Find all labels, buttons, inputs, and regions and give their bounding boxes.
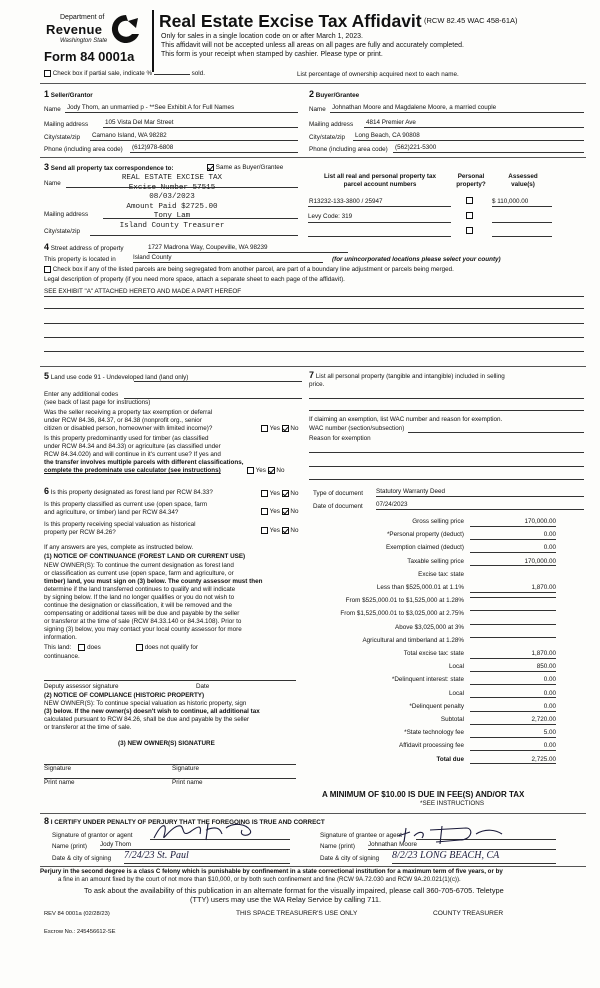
partial-sale-label: Check box if partial sale, indicate %: [52, 70, 153, 78]
calc-value[interactable]: 1,870.00: [470, 584, 556, 593]
seller-city-field[interactable]: Camano Island, WA 98282: [90, 132, 298, 141]
calc-value[interactable]: 0.00: [470, 690, 556, 699]
calc-value[interactable]: 170,000.00: [470, 558, 556, 567]
seller-mail-label: Mailing address: [44, 121, 89, 128]
assessed-value-1[interactable]: $ 110,000.00: [492, 198, 552, 207]
seller-city-label: City/state/zip: [44, 134, 81, 141]
buyer-city-field[interactable]: Long Beach, CA 90808: [353, 132, 584, 141]
calc-value[interactable]: 2,720.00: [470, 716, 556, 725]
historic-question: Is this property receiving special valuation as historical property per RCW 84.26?: [44, 521, 196, 536]
calc-value[interactable]: 2,725.00: [470, 756, 556, 765]
exemption-question: Was the seller receiving a property tax exemption or deferral under RCW 84.36, 84.37, or 84.38 (nonprofit org., senior citizen or disabled person, homeowner with limited income)?: [44, 409, 213, 432]
notice-continuance-body: NEW OWNER(S): To continue the current designation as forest land or classification as current use (open space, farm and agriculture, or timber) land, you must sign on (3) below. The county assessor must then determine if the land transferred continues to qualify and will indicate by signing below. If the land no longer qualifies or you do not wish to continue the designation or classification, it will be removed and the compensating or additional taxes will be due and payable by the seller or transferor at the time of sale (RCW 84.33.140 or 84.34.108). Prior to signing (3) below, you may contact your local county assessor for more information.: [44, 562, 263, 641]
calc-value[interactable]: 0.00: [470, 742, 556, 751]
grantor-date-label: Date & city of signing: [52, 855, 112, 862]
does-not-checkbox[interactable]: [136, 644, 143, 651]
calc-label: From $1,525,000.01 to $3,025,000 at 2.75%: [340, 610, 464, 618]
deputy-date-label: Date: [196, 683, 210, 690]
grantee-date-field[interactable]: 8/2/23 LONG BEACH, CA: [392, 850, 556, 864]
continuance-label: continuance.: [44, 653, 80, 660]
personal-col-heading: Personal property?: [456, 173, 486, 188]
same-as-buyer[interactable]: [207, 164, 283, 172]
doc-type-label: Type of document: [313, 490, 364, 497]
forest-question: 6 Is this property designated as forest land per RCW 84.33?: [44, 486, 213, 496]
assessed-col-heading: Assessed value(s): [508, 173, 538, 188]
same-as-buyer-checkbox[interactable]: [207, 164, 214, 171]
calc-value[interactable]: 0.00: [470, 703, 556, 712]
buyer-name-label: Name: [309, 106, 326, 113]
calc-label: Gross selling price: [412, 518, 464, 525]
doc-date-label: Date of document: [313, 503, 363, 510]
additional-codes-label: Enter any additional codes: [44, 391, 119, 398]
header-note2: This affidavit will not be accepted unless all areas on all pages are fully and accurately completed.: [161, 42, 464, 49]
buyer-name-field[interactable]: Johnathan Moore and Magdalene Moore, a married couple: [330, 104, 584, 113]
calc-label: Total excise tax: state: [403, 650, 464, 657]
calc-label: Exemption claimed (deduct): [385, 544, 464, 552]
calc-value[interactable]: [470, 597, 556, 598]
calc-label: Less than $525,000.01 at 1.1%: [376, 584, 464, 591]
corr-city-label: City/state/zip: [44, 228, 81, 235]
dept-line2: Revenue: [46, 22, 103, 37]
calc-value[interactable]: [470, 624, 556, 625]
grantee-date-label: Date & city of signing: [320, 855, 380, 862]
personal-checkbox-2[interactable]: [466, 212, 473, 220]
grantee-name-label: Name (print): [320, 843, 355, 850]
dept-line1: Department of: [60, 14, 105, 21]
calc-label: Subtotal: [440, 716, 464, 723]
certify-heading: 8 I CERTIFY UNDER PENALTY OF PERJURY THAT THE FOREGOING IS TRUE AND CORRECT: [44, 816, 325, 826]
grantor-sig-label: Signature of grantor or agent: [52, 832, 133, 839]
seller-phone-label: Phone (including area code): [44, 146, 123, 153]
partial-sale-row: [44, 70, 205, 78]
buyer-heading: 2 Buyer/Grantee: [309, 89, 360, 99]
calc-label: *State technology fee: [404, 729, 464, 737]
personal-checkbox-1[interactable]: [466, 197, 473, 205]
calc-label: *Delinquent penalty: [409, 702, 464, 710]
owner-signature-label-2: Signature: [172, 765, 199, 772]
calc-label: Above $3,025,000 at 3%: [395, 623, 464, 631]
street-label: 4 Street address of property: [44, 242, 124, 252]
dept-line3: Washington State: [60, 38, 108, 44]
personal-property-label: 7 List all personal property (tangible and intangible) included in selling price.: [309, 370, 505, 388]
notice-compliance-heading: (2) NOTICE OF COMPLIANCE (HISTORIC PROPERTY): [44, 692, 205, 699]
seller-phone-field[interactable]: (612)978-6808: [130, 144, 298, 153]
grantee-name-field[interactable]: Johnathan Moore: [368, 841, 556, 850]
located-label: This property is located in: [44, 256, 116, 263]
calc-value[interactable]: 850.00: [470, 663, 556, 672]
buyer-phone-label: Phone (including area code): [309, 146, 388, 153]
calc-value[interactable]: 0.00: [470, 676, 556, 685]
county-select[interactable]: Island County: [133, 254, 323, 263]
personal-checkbox-3[interactable]: [466, 227, 473, 235]
owner-signature-label-1: Signature: [44, 765, 71, 772]
owner-print-label-2: Print name: [172, 779, 203, 786]
parcel-number-1[interactable]: R13232-133-3800 / 25947: [308, 198, 451, 207]
grantor-name-field[interactable]: Jody Thom: [100, 841, 290, 850]
if-any-yes: If any answers are yes, complete as instructed below.: [44, 544, 194, 551]
minimum-fee-notice: A MINIMUM OF $10.00 IS DUE IN FEE(S) AND/OR TAX: [322, 790, 525, 799]
grantor-date-field[interactable]: 7/24/23 St. Paul: [124, 850, 290, 864]
calc-label: Taxable selling price: [407, 557, 464, 565]
land-use-code[interactable]: 5 Land use code 91 - Undeveloped land (land only): [44, 371, 189, 381]
accessibility-notice-1: To ask about the availability of this publication in an alternate format for the visually impaired, please call 360-705-6705. Teletype: [84, 886, 504, 895]
notice-compliance-body: NEW OWNER(S): To continue special valuation as historic property, sign (3) below. If the new owner(s) doesn't wish to continue, all additional tax calculated pursuant to RCW 84.26, shall be due and payable by the seller or transferor at the time of sale.: [44, 700, 260, 731]
deputy-signature-label: Deputy assessor signature: [44, 683, 119, 690]
sold-label: sold.: [191, 70, 205, 78]
this-land-row: This land: does: [44, 644, 101, 652]
accessibility-notice-2: (TTY) users may use the WA Relay Service by calling 711.: [190, 895, 381, 904]
perjury-notice-2: a fine in an amount fixed by the court of not more than $10,000, or by both such confinement and fine (RCW 9A.72.030 and RCW 9A.20.021(1)(c)).: [58, 876, 461, 883]
buyer-mail-field[interactable]: 4814 Premier Ave: [364, 119, 584, 128]
historic-yes-no[interactable]: Yes No: [261, 527, 298, 535]
calc-label: From $525,000.01 to $1,525,000 at 1.28%: [345, 597, 464, 605]
partial-percent-field[interactable]: [154, 74, 190, 75]
seller-heading: 1 Seller/Grantor: [44, 89, 93, 99]
correspondence-heading: 3 Send all property tax correspondence to:: [44, 162, 174, 172]
seller-name-label: Name: [44, 106, 61, 113]
county-treasurer-label: COUNTY TREASURER: [433, 910, 504, 917]
legal-description-field[interactable]: SEE EXHIBIT "A" ATTACHED HERETO AND MADE A PART HEREOF: [44, 288, 584, 297]
form-rcw: (RCW 82.45 WAC 458-61A): [424, 16, 518, 25]
new-owner-signature-heading: (3) NEW OWNER(S) SIGNATURE: [118, 740, 215, 747]
open-space-yes-no[interactable]: Yes No: [261, 508, 298, 516]
exemption-yes-no[interactable]: Yes No: [261, 425, 298, 433]
see-back-label: (see back of last page for instructions): [44, 399, 151, 406]
treasurer-stamp: REAL ESTATE EXCISE TAX Excise Number 57515 08/03/2023 Amount Paid $2725.00 Tony Lam Island County Treasurer: [119, 174, 225, 230]
does-checkbox[interactable]: [78, 644, 85, 651]
exemption-reason-label: Reason for exemption: [309, 435, 371, 442]
calc-label: Local: [448, 689, 464, 697]
dor-logo-icon: [108, 12, 144, 46]
calc-label: *Personal property (deduct): [386, 531, 464, 539]
street-field[interactable]: 1727 Madrona Way, Coupeville, WA 98239: [148, 244, 348, 253]
segregate-row: Check box if any of the listed parcels are being segregated from another parcel, are part of a boundary line adjustment or parcels being merged.: [44, 266, 454, 274]
notice-continuance-heading: (1) NOTICE OF CONTINUANCE (FOREST LAND OR CURRENT USE): [44, 553, 246, 560]
calc-label: Local: [448, 663, 464, 671]
legal-label: Legal description of property (if you need more space, attach a separate sheet to each page of the affidavit).: [44, 276, 345, 283]
calc-value[interactable]: 1,870.00: [470, 650, 556, 659]
ownership-label: List percentage of ownership acquired next to each name.: [297, 71, 459, 78]
calc-value[interactable]: 0.00: [470, 531, 556, 540]
calc-value[interactable]: [470, 637, 556, 638]
parcel-col-heading: List all real and personal property tax parcel account numbers: [324, 173, 436, 188]
seller-mail-field[interactable]: 105 Vista Del Mar Street: [103, 119, 298, 128]
revision-label: REV 84 0001a (02/28/23): [44, 911, 110, 917]
calc-label: *Delinquent interest: state: [391, 676, 464, 684]
doc-date-field[interactable]: 07/24/2023: [376, 501, 584, 510]
calc-value[interactable]: 5.00: [470, 729, 556, 738]
open-space-question: Is this property classified as current use (open space, farm and agriculture, or timber) land per RCW 84.34?: [44, 501, 208, 516]
buyer-phone-field[interactable]: (562)221-5300: [393, 144, 584, 153]
calc-label: Affidavit processing fee: [399, 742, 464, 750]
segregate-checkbox[interactable]: [44, 266, 51, 273]
calc-value[interactable]: 170,000.00: [470, 518, 556, 527]
buyer-mail-label: Mailing address: [309, 121, 354, 128]
does-not-row: does not qualify for: [136, 644, 198, 652]
treasurer-use-label: THIS SPACE TREASURER'S USE ONLY: [236, 910, 358, 917]
calc-value[interactable]: 0.00: [470, 544, 556, 553]
wac-number-label: WAC number (section/subsection): [309, 425, 405, 432]
same-as-buyer-label: Same as Buyer/Grantee: [215, 164, 284, 172]
grantee-sig-label: Signature of grantee or agent: [320, 832, 402, 839]
doc-type-field[interactable]: Statutory Warranty Deed: [376, 488, 584, 497]
form-number: Form 84 0001a: [44, 49, 135, 64]
escrow-number: Escrow No.: 245456612-SE: [44, 929, 116, 935]
partial-sale-checkbox[interactable]: [44, 70, 51, 77]
corr-name-label: Name: [44, 180, 61, 187]
wac-claim-label: If claiming an exemption, list WAC number and reason for exemption.: [309, 416, 503, 423]
calc-label: Total due: [436, 755, 464, 763]
calc-value[interactable]: [470, 610, 556, 611]
form-title: Real Estate Excise Tax Affidavit: [159, 11, 422, 31]
seller-name-field[interactable]: Jody Thom, an unmarried p - **See Exhibit A for Full Names: [65, 104, 298, 113]
levy-code: Levy Code: 319: [308, 213, 353, 220]
header-divider: [152, 10, 154, 72]
timber-yes-no[interactable]: Yes No: [247, 467, 284, 475]
grantor-name-label: Name (print): [52, 843, 87, 850]
see-instructions: *SEE INSTRUCTIONS: [420, 800, 485, 807]
corr-mail-label: Mailing address: [44, 211, 89, 218]
calc-label: Agricultural and timberland at 1.28%: [362, 636, 464, 644]
calc-label: Excise tax: state: [418, 570, 464, 578]
unincorporated-note: (for unincorporated locations please select your county): [332, 256, 501, 263]
forest-yes-no[interactable]: Yes No: [261, 490, 298, 498]
buyer-city-label: City/state/zip: [309, 134, 346, 141]
header-note1: Only for sales in a single location code on or after March 1, 2023.: [161, 33, 363, 40]
perjury-notice-1: Perjury in the second degree is a class C felony which is punishable by confinement in a state correctional institution for a maximum term of five years, or by: [40, 868, 503, 875]
header-note3: This form is your receipt when stamped by cashier. Please type or print.: [161, 51, 383, 58]
timber-question: Is this property predominantly used for timber (as classified under RCW 84.34 and 84.33) or agriculture (as classified under RCW 84.34.020) and will continue in it's current use? If yes and the transfer involves multiple parcels with different classifications, complete the predominate use calculator (see instructions): [44, 435, 244, 474]
owner-print-label-1: Print name: [44, 779, 75, 786]
